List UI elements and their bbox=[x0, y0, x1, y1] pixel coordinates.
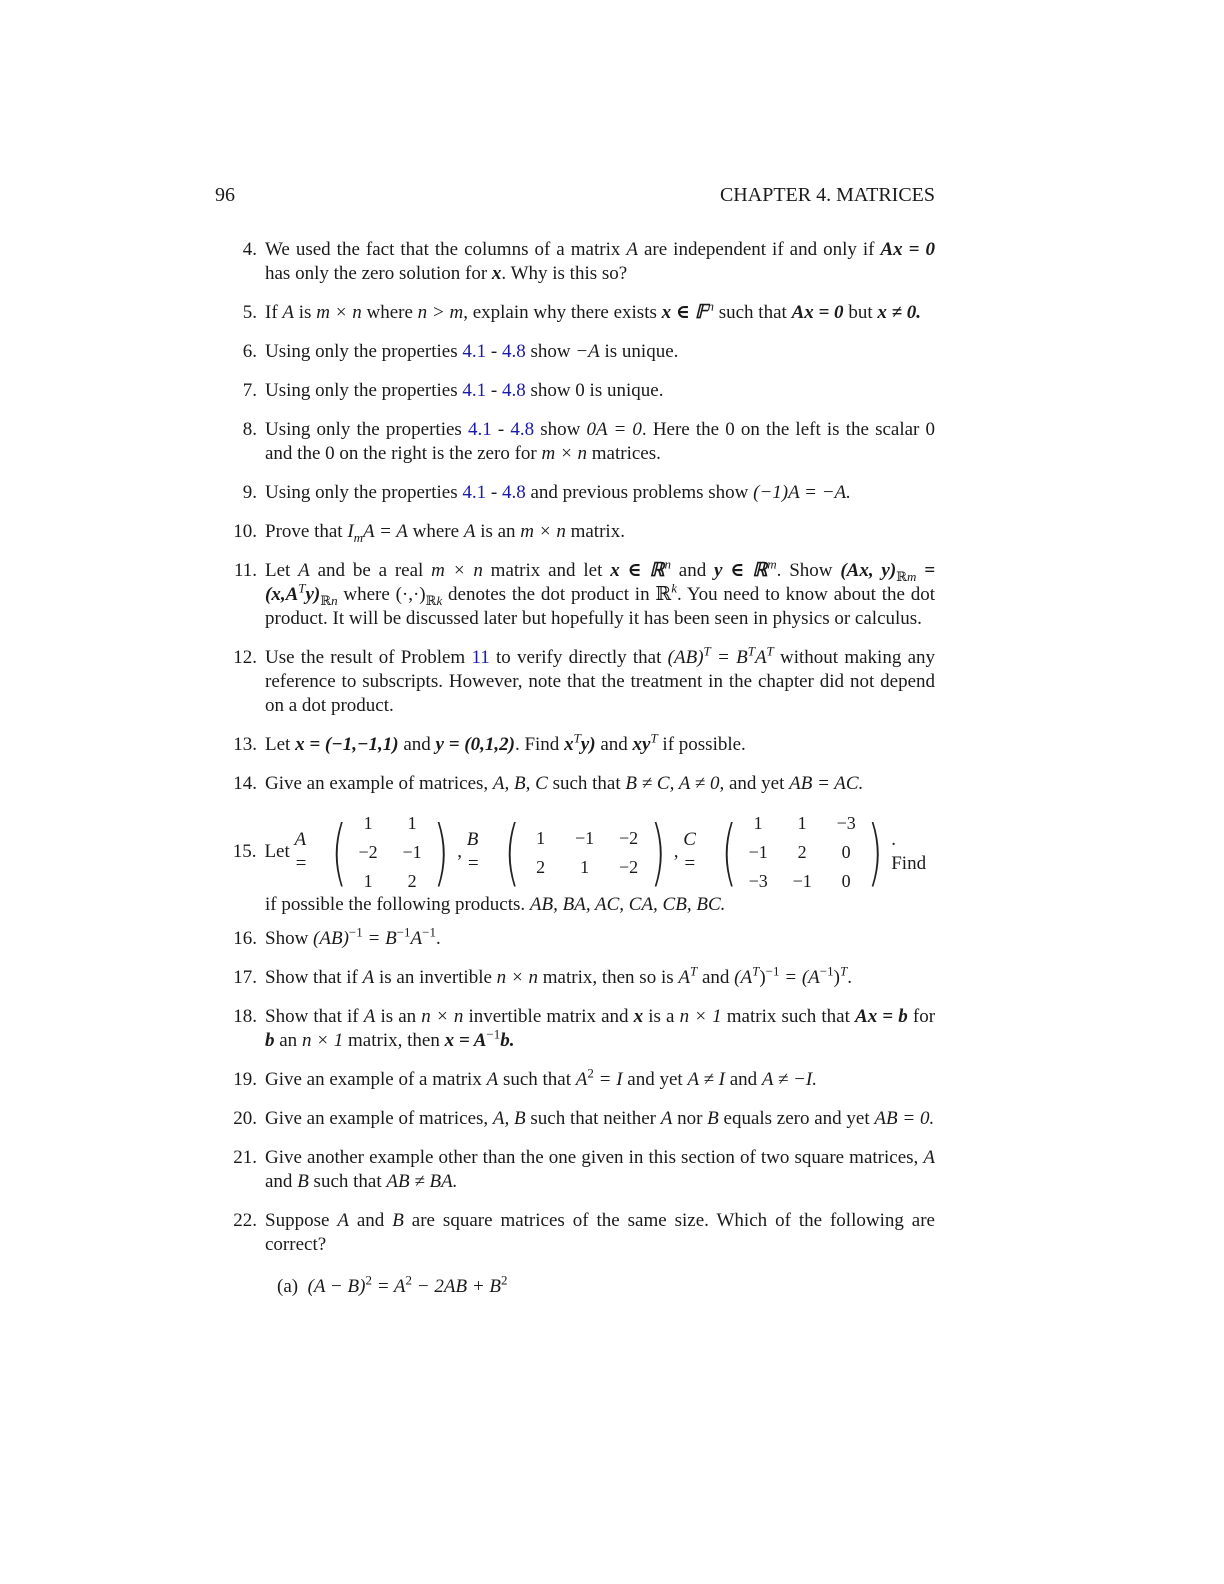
problem-21: 21. Give another example other than the one given in this section of two square matrices, A and B such that AB ≠ BA. bbox=[233, 1147, 935, 1192]
matrix-cell: −2 bbox=[358, 842, 378, 862]
matrix-cell: 1 bbox=[407, 813, 417, 833]
ref-link-problem-11[interactable]: 11 bbox=[471, 647, 490, 668]
matrix-cell: 1 bbox=[797, 813, 807, 833]
matrix-cell: 1 bbox=[363, 871, 373, 891]
problem-19: 19. Give an example of a matrix A such that $A^2 = I$ and yet A ≠ I and A ≠ −I. bbox=[233, 1065, 818, 1090]
problem-11: 11. Let A and be a real m × n matrix and let x ∈ ℝ$^n$ and y ∈ ℝ$^m$. Show (Ax, $y)_{ℝm} = (x,A^Ty)_{ℝn}$ where $(\cdot,\cdot)_{ℝk}$ denotes the dot product in ℝ$^k$. You need to know about the dot product. It will be discussed later but hopefully it has been seen in physics or calculus. bbox=[233, 556, 936, 629]
matrix-B bbox=[498, 810, 672, 894]
problem-15 bbox=[215, 811, 935, 917]
sub-item-list bbox=[265, 1272, 935, 1299]
problem-6: 6. Using only the properties 4.1 - 4.8 show −A is unique. bbox=[242, 341, 679, 362]
page-number: 96 bbox=[215, 184, 235, 206]
exercise-list bbox=[215, 238, 935, 1314]
page-header bbox=[215, 184, 935, 210]
ref-link-4-1[interactable]: 4.1 bbox=[467, 419, 492, 440]
ref-link-4-8[interactable]: 4.8 bbox=[501, 380, 526, 401]
problem-8: 8. Using only the properties 4.1 - 4.8 show 0A = 0. Here the 0 on the left is the scalar 0 and the 0 on the right is the zero for m × n matrices. bbox=[242, 419, 936, 464]
problem-18: 18. Show that if A is an n × n invertible matrix and x is a n × 1 matrix such that Ax = b for b an n × 1 matrix, then $x = A^{-1}b$. bbox=[233, 1006, 936, 1051]
right-paren: ) bbox=[433, 810, 449, 894]
running-head: CHAPTER 4. MATRICES bbox=[719, 184, 935, 206]
sub-item-a: (a) $(A - B)^2 = A^2 - 2AB + B^2$ bbox=[277, 1272, 508, 1297]
ref-link-4-8[interactable]: 4.8 bbox=[501, 482, 526, 503]
matrix-cell: 1 bbox=[753, 813, 763, 833]
matrix-A-grid bbox=[353, 811, 427, 893]
left-paren: ( bbox=[331, 810, 347, 894]
matrix-cell: −2 bbox=[619, 856, 639, 877]
matrix-A bbox=[325, 811, 455, 893]
problem-17: 17. Show that if A is an invertible n × n matrix, then so is $A^T$ and $(A^T)^{-1} = (A^{-1})^T$. bbox=[233, 963, 852, 988]
problem-10: 10. Prove that $I_mA = A$ where A is an m × n matrix. bbox=[233, 521, 625, 545]
matrix-cell: −1 bbox=[402, 842, 422, 862]
matrix-cell: −1 bbox=[575, 827, 595, 848]
matrix-C-grid bbox=[743, 811, 861, 893]
problem-20: 20. Give an example of matrices, A, B such that neither A nor B equals zero and yet AB = 0. bbox=[233, 1108, 935, 1129]
matrix-cell: 0 bbox=[841, 842, 851, 862]
left-paren: ( bbox=[721, 810, 737, 894]
problem-12: 12. Use the result of Problem 11 to verify directly that $(AB)^T = B^TA^T$ without making any reference to subscripts. However, note that the treatment in the chapter did not depend on a dot product. bbox=[233, 643, 936, 716]
matrix-cell: −3 bbox=[836, 813, 856, 833]
matrix-cell: 2 bbox=[536, 856, 546, 877]
problem-13: 13. Let x = (−1,−1,1) and y = (0,1,2). Find $x^Ty$) and $xy^T$ if possible. bbox=[233, 730, 746, 755]
matrix-cell: 2 bbox=[797, 842, 807, 862]
right-paren: ) bbox=[649, 810, 666, 894]
ref-link-4-1[interactable]: 4.1 bbox=[462, 482, 487, 503]
matrix-cell: 1 bbox=[363, 813, 373, 833]
problem-5: 5. If A is m × n where n > m, explain why there exists x ∈ 𝔽$^n$ such that Ax = 0 but x ≠ 0. bbox=[242, 298, 922, 323]
matrix-definitions: 15. Let A = ( 1 1 −2 −1 1 2 ) , B = ( 1 −1 −2 2 1 −2 ) , C = ( 1 1 −3 −1 2 0 −3 −1 0 ) . Find bbox=[232, 810, 927, 894]
matrix-cell: 1 bbox=[580, 856, 590, 877]
ref-link-4-1[interactable]: 4.1 bbox=[462, 341, 487, 362]
matrix-cell: −3 bbox=[748, 871, 768, 891]
ref-link-4-1[interactable]: 4.1 bbox=[462, 380, 487, 401]
left-paren: ( bbox=[503, 810, 520, 894]
problem-14: 14. Give an example of matrices, A, B, C such that B ≠ C, A ≠ 0, and yet AB = AC. bbox=[233, 773, 864, 794]
matrix-cell: 1 bbox=[536, 827, 546, 848]
matrix-C bbox=[715, 811, 889, 893]
matrix-cell: −2 bbox=[619, 827, 639, 848]
matrix-B-grid bbox=[526, 826, 644, 879]
matrix-cell: 2 bbox=[407, 871, 417, 891]
problem-7: 7. Using only the properties 4.1 - 4.8 show 0 is unique. bbox=[242, 380, 664, 401]
right-paren: ) bbox=[867, 810, 883, 894]
matrix-cell: −1 bbox=[748, 842, 768, 862]
problem-number: 4. bbox=[242, 239, 257, 260]
ref-link-4-8[interactable]: 4.8 bbox=[501, 341, 526, 362]
ref-link-4-8[interactable]: 4.8 bbox=[510, 419, 535, 440]
problem-15-continuation: if possible the following products. AB, BA, AC, CA, CB, BC. bbox=[265, 894, 726, 915]
problem-16: 16. Show $(AB)^{-1} = B^{-1}A^{-1}$. bbox=[233, 924, 441, 949]
problem-9: 9. Using only the properties 4.1 - 4.8 and previous problems show (−1)A = −A. bbox=[242, 482, 851, 503]
problem-4: 4. We used the fact that the columns of a matrix A are independent if and only if Ax = 0 has only the zero solution for x. Why is this so? bbox=[215, 238, 935, 286]
problem-22: 22. Suppose A and B are square matrices of the same size. Which of the following are correct? (a) $(A - B)^2 = A^2 - 2AB + B^2$ bbox=[233, 1210, 935, 1297]
matrix-cell: −1 bbox=[792, 871, 812, 891]
matrix-cell: 0 bbox=[841, 871, 851, 891]
